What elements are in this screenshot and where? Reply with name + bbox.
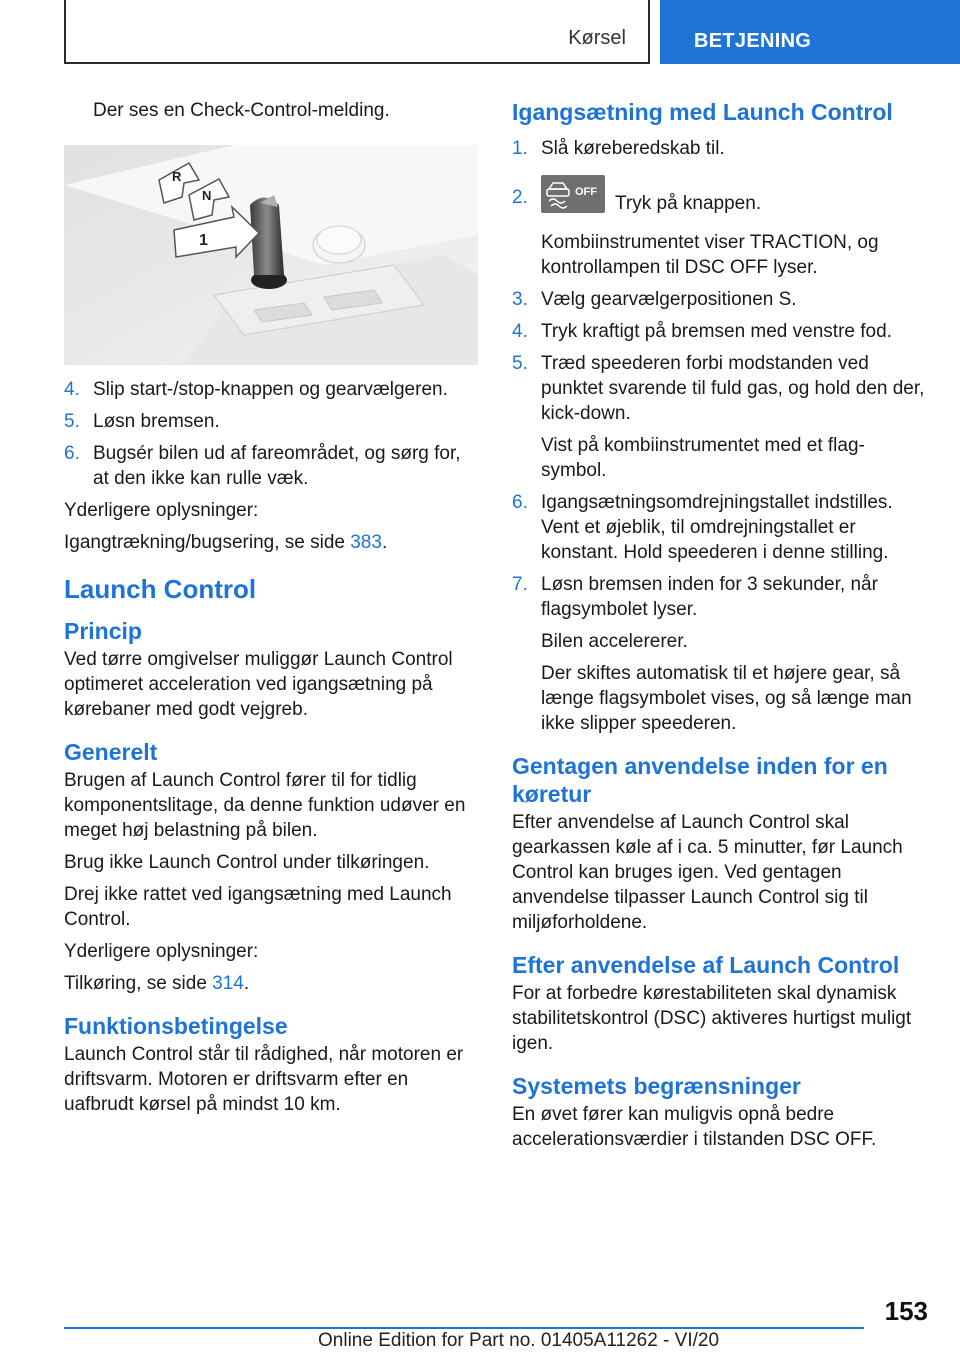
step-text: Slip start-/stop-knappen og gearvælgeren. — [93, 379, 448, 400]
step-subtext: Vist på kombiinstrumentet med et flag-symbol. — [541, 435, 865, 481]
step-number: 1. — [512, 138, 528, 159]
list-item — [512, 136, 930, 161]
figure-label-r: R — [172, 169, 182, 184]
dsc-off-button-icon — [541, 175, 605, 213]
step-text: Vælg gearvælgerpositionen S. — [541, 289, 797, 310]
chapter-title: BETJENING — [694, 30, 812, 52]
list-item — [512, 572, 930, 622]
intro-text: Der ses en Check-Control-melding. — [93, 100, 390, 121]
generelt-text-1: Brugen af Launch Control fører til for tidlig komponentslitage, da denne funktion udøver en meget høj belastning på bilen. — [64, 770, 466, 841]
list-item — [512, 351, 930, 426]
step-text: Bugsér bilen ud af fareområdet, og sørg for, at den ikke kan rulle væk. — [93, 443, 461, 489]
heading-systemets-begraensninger: Systemets begrænsninger — [512, 1073, 801, 1099]
cross-reference: Igangtrækning/bugsering, se side 383. — [64, 532, 388, 553]
header-chapter-box — [660, 0, 960, 64]
step-text: Slå køreberedskab til. — [541, 138, 725, 159]
step-text: Igangsætningsomdrejningstallet indstilles. Vent et øjeblik, til omdrejningstallet er konstant. Hold speederen i denne stilling. — [541, 492, 893, 563]
heading-igangsaetning: Igangsætning med Launch Control — [512, 99, 893, 125]
step-text: Træd speederen forbi modstanden ved punktet svarende til fuld gas, og hold den der, kick-down. — [541, 353, 925, 424]
heading-princip: Princip — [64, 618, 142, 644]
section-title: Kørsel — [568, 27, 626, 49]
right-column — [512, 98, 930, 1159]
gear-selector-illustration — [64, 145, 478, 365]
system-text: En øvet fører kan muligvis opnå bedre accelerationsværdier i tilstanden DSC OFF. — [512, 1104, 877, 1150]
step-number: 5. — [512, 353, 528, 374]
step-number: 3. — [512, 289, 528, 310]
footer-divider — [64, 1327, 864, 1329]
left-column — [64, 98, 474, 1124]
header-section-box — [64, 0, 650, 64]
step-number: 2. — [512, 187, 528, 208]
heading-launch-control: Launch Control — [64, 574, 257, 604]
heading-generelt: Generelt — [64, 739, 158, 765]
list-item — [512, 287, 930, 312]
heading-efter-anvendelse: Efter anvendelse af Launch Control — [512, 952, 900, 978]
dsc-icon-label: OFF — [575, 186, 597, 198]
list-item — [64, 409, 474, 434]
funktion-text: Launch Control står til rådighed, når motoren er driftsvarm. Motoren er driftsvarm efter en uafbrudt kørsel på mindst 10 km. — [64, 1044, 464, 1115]
reference-text: Tilkøring, se side — [64, 973, 213, 994]
list-item — [512, 490, 930, 565]
step-number: 6. — [512, 492, 528, 513]
step-subtext: Bilen accelererer. — [541, 631, 688, 652]
page-link-383[interactable]: 383 — [350, 532, 382, 553]
list-item — [64, 377, 474, 402]
heading-funktionsbetingelse: Funktionsbetingelse — [64, 1013, 288, 1039]
more-info-label: Yderligere oplysninger: — [64, 500, 259, 521]
step-number: 4. — [64, 379, 80, 400]
step-text: Løsn bremsen. — [93, 411, 220, 432]
step-text: Løsn bremsen inden for 3 sekunder, når flagsymbolet lyser. — [541, 574, 878, 620]
step-number: 5. — [64, 411, 80, 432]
gentagen-text: Efter anvendelse af Launch Control skal gearkassen køle af i ca. 5 minutter, før Launch Control kan bruges igen. Ved gentagen anvendelse tilpasser Launch Control sig til miljøforholdene. — [512, 812, 903, 933]
heading-gentagen-anvendelse: Gentagen anvendelse inden for en køretur — [512, 753, 888, 807]
step-text: Tryk på knappen. — [615, 193, 762, 215]
list-item — [64, 441, 474, 491]
list-item — [512, 171, 930, 223]
generelt-text-2: Brug ikke Launch Control under tilkøringen. — [64, 852, 430, 873]
step-number: 7. — [512, 574, 528, 595]
cross-reference: Tilkøring, se side 314. — [64, 973, 250, 994]
footer-edition: Online Edition for Part no. 01405A11262 - VI/20 — [318, 1330, 720, 1351]
figure-label-1: 1 — [199, 232, 208, 249]
list-item — [512, 319, 930, 344]
step-number: 4. — [512, 321, 528, 342]
step-number: 6. — [64, 443, 80, 464]
figure-label-n: N — [202, 188, 212, 203]
reference-text: Igangtrækning/bugsering, se side — [64, 532, 351, 553]
page-link-314[interactable]: 314 — [212, 973, 244, 994]
page-number: 153 — [884, 1296, 928, 1326]
generelt-text-3: Drej ikke rattet ved igangsætning med Launch Control. — [64, 884, 452, 930]
efter-text: For at forbedre kørestabiliteten skal dynamisk stabilitetskontrol (DSC) aktiveres hurtigst muligt igen. — [512, 983, 912, 1054]
step-subtext: Der skiftes automatisk til et højere gear, så længe flagsymbolet vises, og så længe man ikke slipper speederen. — [541, 663, 912, 734]
princip-text: Ved tørre omgivelser muliggør Launch Control optimeret acceleration ved igangsætning på kørebaner med godt vejgreb. — [64, 649, 453, 720]
more-info-label: Yderligere oplysninger: — [64, 941, 259, 962]
step-subtext: Kombiinstrumentet viser TRACTION, og kontrollampen til DSC OFF lyser. — [541, 232, 879, 278]
step-text: Tryk kraftigt på bremsen med venstre fod. — [541, 321, 892, 342]
